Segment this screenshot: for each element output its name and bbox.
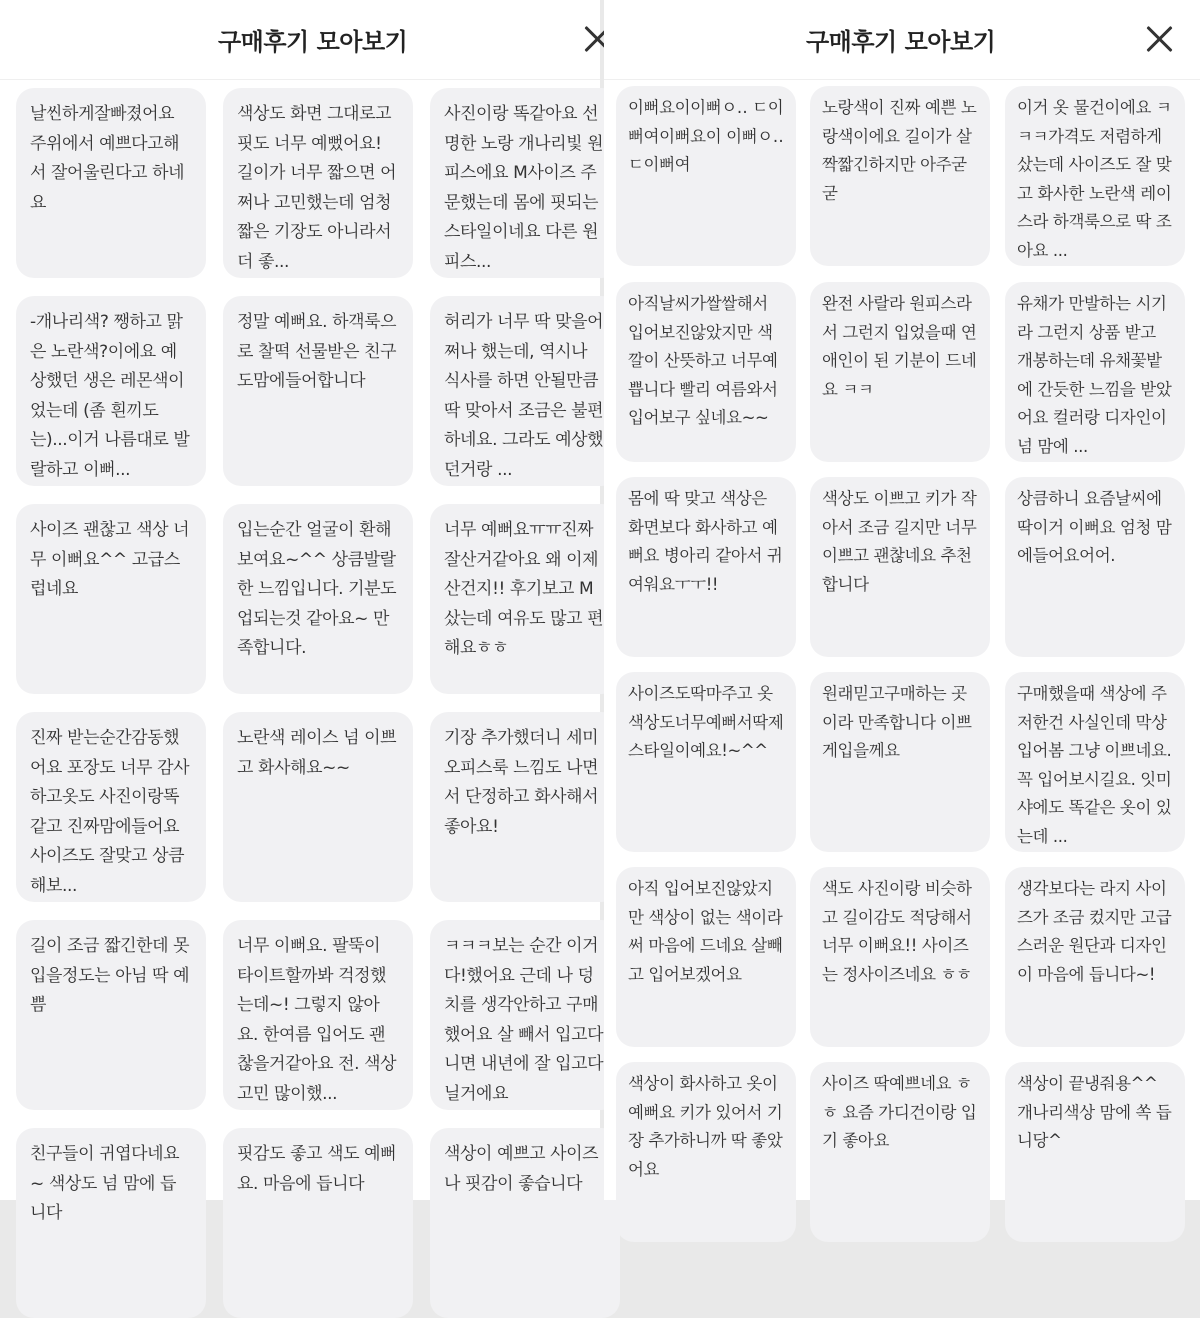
review-card[interactable] xyxy=(1005,867,1185,1047)
review-card[interactable] xyxy=(1005,282,1185,462)
review-card[interactable] xyxy=(616,867,796,1047)
review-text: 사이즈 괜찮고 색상 너무 이뻐요^^ 고급스럽네요 xyxy=(30,520,190,599)
review-text: 너무 이뻐요. 팔뚝이 타이트할까봐 걱정했는데~! 그렇지 않아요. 한여름 입어도 괜찮을거같아요 전. 색상 고민 많이했... xyxy=(237,936,397,1104)
review-card[interactable] xyxy=(810,477,990,657)
review-text: 색상도 이쁘고 키가 작아서 조금 길지만 너무 이쁘고 괜찮네요 추천합니다 xyxy=(822,489,977,594)
review-card[interactable] xyxy=(430,296,620,486)
review-card[interactable] xyxy=(16,504,206,694)
review-grid xyxy=(0,0,604,1223)
review-text: 진짜 받는순간감동했어요 포장도 너무 감사하고옷도 사진이랑똑같고 진짜맘에들어요 사이즈도 잘맞고 상큼해보... xyxy=(30,728,190,896)
review-card[interactable] xyxy=(810,282,990,462)
review-card[interactable] xyxy=(430,712,620,902)
review-text: 이뻐요이이뻐ㅇ‥ ㄷ이뻐여이뻐요이 이뻐ㅇ‥ㄷ이뻐여 xyxy=(628,98,784,174)
review-card[interactable] xyxy=(1005,86,1185,266)
review-text: 노란색 레이스 넘 이쁘고 화사해요~~ xyxy=(237,728,397,778)
review-card[interactable] xyxy=(16,88,206,278)
review-text: 정말 예뻐요. 하객룩으로 찰떡 선물받은 친구도맘에들어합니다 xyxy=(237,312,397,391)
review-text: 색상이 예쁘고 사이즈나 핏감이 좋습니다 xyxy=(444,1144,599,1194)
review-card[interactable] xyxy=(430,504,620,694)
review-panel-right xyxy=(604,0,1200,1200)
review-text: 노랑색이 진짜 예쁜 노랑색이에요 길이가 살짝짧긴하지만 아주굳굳 xyxy=(822,98,977,203)
review-text: 기장 추가했더니 세미 오피스룩 느낌도 나면서 단정하고 화사해서 좋아요! xyxy=(444,728,599,837)
review-text: 상큼하니 요즘날씨에 딱이거 이뻐요 엄청 맘에들어요어어. xyxy=(1017,489,1172,565)
header xyxy=(0,0,600,80)
review-card[interactable] xyxy=(810,672,990,852)
review-text: 유채가 만발하는 시기라 그런지 상품 받고 개봉하는데 유채꽃밭에 간듯한 느낌을 받았어요 컬러랑 디자인이 넘 맘에 ... xyxy=(1017,294,1172,456)
review-card[interactable] xyxy=(16,1128,206,1318)
review-text: 입는순간 얼굴이 환해보여요~^^ 상큼발랄한 느낌입니다. 기분도 업되는것 같아요~ 만족합니다. xyxy=(237,520,397,658)
review-text: ㅋㅋㅋ보는 순간 이거다!했어요 근데 나 덩치를 생각안하고 구매했어요 살 빼서 입고다니면 내년에 잘 입고다닐거에요 xyxy=(444,936,604,1104)
review-card[interactable] xyxy=(223,88,413,278)
review-text: 색도 사진이랑 비슷하고 길이감도 적당해서 너무 이뻐요!! 사이즈는 정사이즈네요 ㅎㅎ xyxy=(822,879,972,984)
review-card[interactable] xyxy=(1005,477,1185,657)
review-card[interactable] xyxy=(1005,1062,1185,1242)
review-text: 사이즈 딱예쁘네요 ㅎㅎ 요즘 가디건이랑 입기 좋아요 xyxy=(822,1074,977,1150)
review-text: 길이 조금 짧긴한데 못입을정도는 아님 딱 예쁨 xyxy=(30,936,190,1015)
review-card[interactable] xyxy=(430,1128,620,1318)
review-card[interactable] xyxy=(616,282,796,462)
review-text: 날씬하게잘빠졌어요 주위에서 예쁘다고해서 잘어울린다고 하네요 xyxy=(30,104,185,213)
review-text: 생각보다는 라지 사이즈가 조금 컸지만 고급스러운 원단과 디자인이 마음에 듭니다~! xyxy=(1017,879,1172,984)
review-card[interactable] xyxy=(223,920,413,1110)
review-card[interactable] xyxy=(430,920,620,1110)
review-card[interactable] xyxy=(616,672,796,852)
review-text: -개나리색? 쨍하고 맑은 노란색?이에요 예상했던 생은 레몬색이었는데 (좀 흰끼도는)...이거 나름대로 발랄하고 이뻐... xyxy=(30,312,190,480)
review-card[interactable] xyxy=(223,296,413,486)
review-card[interactable] xyxy=(223,1128,413,1318)
header xyxy=(604,0,1200,80)
review-card[interactable] xyxy=(16,296,206,486)
review-text: 핏감도 좋고 색도 예뻐요. 마음에 듭니다 xyxy=(237,1144,397,1194)
page-title: 구매후기 모아보기 xyxy=(806,28,996,56)
review-text: 친구들이 귀엽다네요~ 색상도 넘 맘에 듭니다 xyxy=(30,1144,180,1223)
review-text: 원래믿고구매하는 곳이라 만족합니다 이쁘게입을께요 xyxy=(822,684,972,760)
review-card[interactable] xyxy=(616,86,796,266)
review-text: 몸에 딱 맞고 색상은 화면보다 화사하고 예뻐요 병아리 같아서 귀여워요ㅜㅜ!! xyxy=(628,489,783,594)
review-text: 아직 입어보진않았지만 색상이 없는 색이라써 마음에 드네요 살빼고 입어보겠어요 xyxy=(628,879,783,984)
review-card[interactable] xyxy=(430,88,620,278)
review-card[interactable] xyxy=(223,504,413,694)
review-text: 사진이랑 똑같아요 선명한 노랑 개나리빛 원피스에요 M사이즈 주문했는데 몸에 핏되는 스타일이네요 다른 원피스... xyxy=(444,104,604,272)
review-card[interactable] xyxy=(1005,672,1185,852)
review-card[interactable] xyxy=(810,1062,990,1242)
review-card[interactable] xyxy=(810,867,990,1047)
review-card[interactable] xyxy=(16,712,206,902)
close-icon[interactable] xyxy=(1142,22,1176,56)
review-card[interactable] xyxy=(616,477,796,657)
review-card[interactable] xyxy=(616,1062,796,1242)
review-text: 너무 예뻐요ㅠㅠ진짜 잘산거같아요 왜 이제산건지!! 후기보고 M샀는데 여유도 많고 편해요ㅎㅎ xyxy=(444,520,604,658)
review-grid xyxy=(604,0,1200,1200)
review-text: 색상도 화면 그대로고 핏도 너무 예뻤어요! 길이가 너무 짧으면 어쩌나 고민했는데 엄청 짧은 기장도 아니라서 더 좋... xyxy=(237,104,397,272)
review-text: 색상이 화사하고 옷이 예뻐요 키가 있어서 기장 추가하니까 딱 좋았어요 xyxy=(628,1074,783,1179)
review-card[interactable] xyxy=(223,712,413,902)
review-panel-left xyxy=(0,0,604,1223)
review-text: 색상이 끝냉줘용^^ 개나리색상 맘에 쏙 듭니당^ xyxy=(1017,1074,1172,1150)
review-text: 아직날씨가쌀쌀해서 입어보진않았지만 색깔이 산뜻하고 너무예쁩니다 빨리 여름와서 입어보구 싶네요~~ xyxy=(628,294,778,427)
review-card[interactable] xyxy=(16,920,206,1110)
review-text: 완전 사랄라 원피스라서 그런지 입었을때 연애인이 된 기분이 드네요 ㅋㅋ xyxy=(822,294,977,399)
review-text: 사이즈도딱마주고 옷색상도너무예뻐서딱제스타일이예요!~^^ xyxy=(628,684,784,760)
review-text: 허리가 너무 딱 맞을어쩌나 했는데, 역시나 식사를 하면 안될만큼 딱 맞아서 조금은 불편하네요. 그라도 예상했던거랑 ... xyxy=(444,312,604,480)
review-card[interactable] xyxy=(810,86,990,266)
page-title: 구매후기 모아보기 xyxy=(218,28,408,56)
review-text: 구매했을때 색상에 주저한건 사실인데 막상 입어봄 그냥 이쁘네요. 꼭 입어보시길요. 잇미샤에도 똑같은 옷이 있는데 ... xyxy=(1017,684,1172,846)
review-text: 이거 옷 물건이에요 ㅋㅋㅋ가격도 저렴하게 샀는데 사이즈도 잘 맞고 화사한 노란색 레이스라 하객룩으로 딱 조아요 ... xyxy=(1017,98,1172,260)
